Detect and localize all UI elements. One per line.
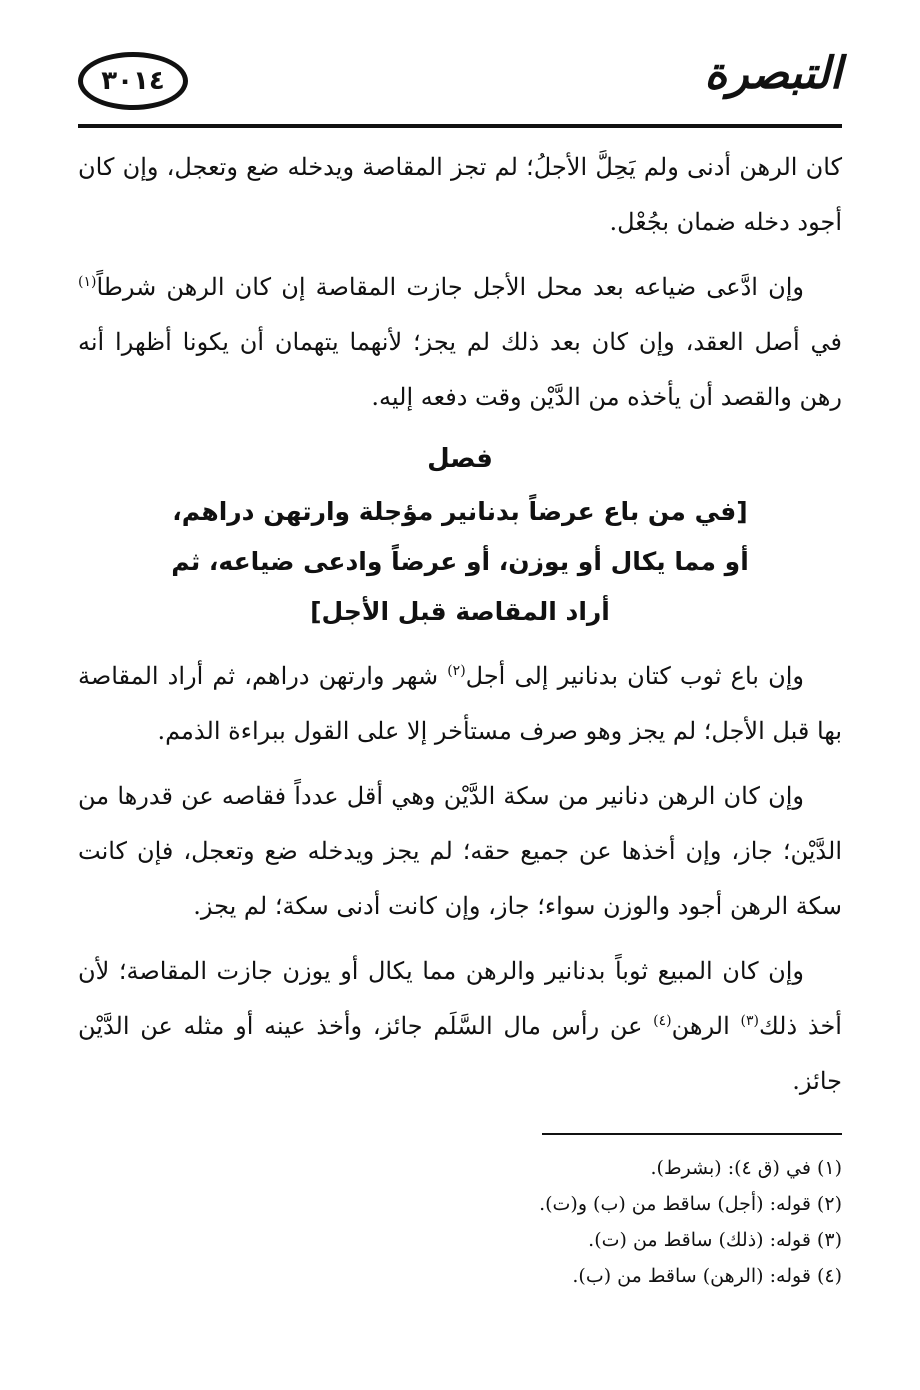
- footnote-ref-3: (٣): [740, 1013, 759, 1029]
- page-number: ٣٠١٤: [78, 52, 188, 110]
- paragraph-3-text-a: وإن باع ثوب كتان بدنانير إلى أجل: [465, 662, 804, 690]
- paragraph-3: [78, 649, 842, 759]
- paragraph-4: وإن كان الرهن دنانير من سكة الدَّيْن وهي أقل عدداً فقاصه عن قدرها من الدَّيْن؛ جاز، وإن أخذها عن جميع حقه؛ لم يجز ويدخله ضع وتعجل، فإن كانت سكة الرهن أجود والوزن سواء؛ جاز، وإن كانت أدنى سكة؛ لم يجز.: [78, 782, 842, 920]
- footnote-ref-4: (٤): [653, 1013, 672, 1029]
- footnote-2: (٢) قوله: (أجل) ساقط من (ب) و(ت).: [539, 1193, 842, 1215]
- page-header: [78, 40, 842, 130]
- paragraph-5-text-c: عن رأس مال السَّلَم جائز، وأخذ عينه أو مثله عن الدَّيْن جائز.: [78, 1012, 842, 1095]
- footnote-3: (٣) قوله: (ذلك) ساقط من (ت).: [588, 1229, 842, 1251]
- paragraph-5: [78, 944, 842, 1109]
- paragraph-2: [78, 260, 842, 425]
- footnote-separator: [542, 1133, 842, 1135]
- book-title: التبصرة: [704, 48, 842, 99]
- footnotes: [78, 1150, 842, 1294]
- paragraph-2-text-b: في أصل العقد، وإن كان بعد ذلك لم يجز؛ لأنهما يتهمان أن يكونا أظهرا أنه رهن والقصد أن يأخذه من الدَّيْن وقت دفعه إليه.: [78, 328, 842, 411]
- section-heading: فصل: [427, 444, 493, 474]
- footnote-4: (٤) قوله: (الرهن) ساقط من (ب).: [572, 1265, 842, 1287]
- main-text: [78, 140, 842, 1119]
- header-rule: [78, 124, 842, 128]
- paragraph-3-text-b: شهر وارتهن دراهم، ثم أراد المقاصة بها قبل الأجل؛ لم يجز وهو صرف مستأخر إلا على القول ببراءة الذمم.: [78, 662, 842, 745]
- paragraph-5-text-a: وإن كان المبيع ثوباً بدنانير والرهن مما يكال أو يوزن جازت المقاصة؛ لأن أخذ ذلك: [78, 957, 842, 1040]
- footnote-ref-2: (٢): [447, 663, 466, 679]
- footnote-1: (١) في (ق ٤): (بشرط).: [650, 1157, 842, 1179]
- paragraph-1: كان الرهن أدنى ولم يَحِلَّ الأجلُ؛ لم تجز المقاصة ويدخله ضع وتعجل، وإن كان أجود دخله ضمان بجُعْل.: [78, 153, 843, 236]
- paragraph-5-text-b: الرهن: [671, 1012, 741, 1040]
- footnote-ref-1: (١): [78, 274, 97, 290]
- section-subheading: [في من باع عرضاً بدنانير مؤجلة وارتهن دراهم، أو مما يكال أو يوزن، أو عرضاً وادعى ضياعه، ثم أراد المقاصة قبل الأجل]: [171, 497, 749, 626]
- paragraph-2-text-a: وإن ادَّعى ضياعه بعد محل الأجل جازت المقاصة إن كان الرهن شرطاً: [96, 273, 804, 301]
